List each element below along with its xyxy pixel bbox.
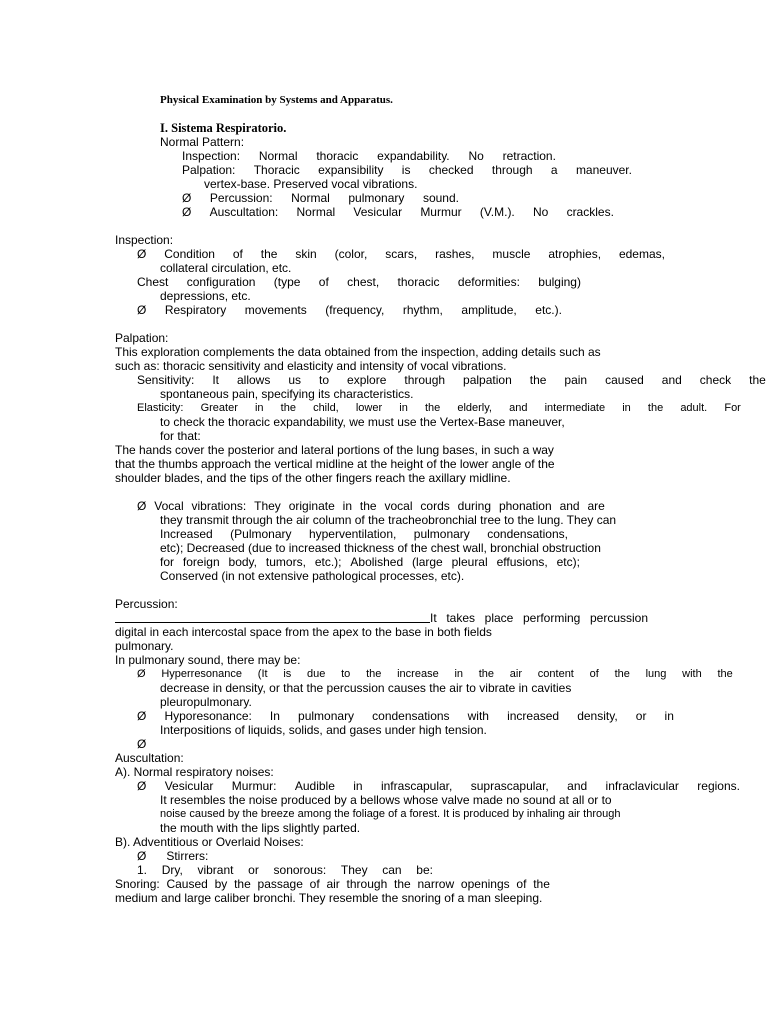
inspection-chest-line: Chest configuration (type of chest, thoracic deformities: bulging) — [137, 275, 581, 289]
stirrers-line: Ø Stirrers: — [137, 849, 209, 863]
dry-noises-line: 1. Dry, vibrant or sonorous: They can be: — [137, 863, 433, 877]
percussion-heading: Percussion: — [115, 597, 178, 611]
palpation-text: such as: thoracic sensitivity and elasticity and intensity of vocal vibrations. — [115, 359, 507, 373]
vocal-vibrations-continuation: etc); Decreased (due to increased thickness of the chest wall, bronchial obstruction — [160, 541, 601, 555]
percussion-text: In pulmonary sound, there may be: — [115, 653, 301, 667]
inspection-movements-line: Ø Respiratory movements (frequency, rhythm, amplitude, etc.). — [137, 303, 562, 317]
normal-noises-heading: A). Normal respiratory noises: — [115, 765, 274, 779]
palpation-sensitivity-continuation: spontaneous pain, specifying its characteristics. — [160, 387, 414, 401]
palpation-maneuver-text: that the thumbs approach the vertical midline at the height of the lower angle of the — [115, 457, 555, 471]
section-heading: I. Sistema Respiratorio. — [160, 121, 287, 135]
vesicular-murmur-continuation: the mouth with the lips slightly parted. — [160, 821, 361, 835]
palpation-maneuver-text: shoulder blades, and the tips of the other fingers reach the axillary midline. — [115, 471, 511, 485]
percussion-text: digital in each intercostal space from the apex to the base in both fields — [115, 625, 492, 639]
normal-palpation-line: Palpation: Thoracic expansibility is checked through a maneuver. — [182, 163, 632, 177]
vocal-vibrations-continuation: Conserved (in not extensive pathological processes, etc). — [160, 569, 465, 583]
snoring-continuation: medium and large caliber bronchi. They resemble the snoring of a man sleeping. — [115, 891, 543, 905]
normal-palpation-continuation: vertex-base. Preserved vocal vibrations. — [204, 177, 418, 191]
vesicular-murmur-continuation: noise caused by the breeze among the foliage of a forest. It is produced by inhaling air through — [160, 808, 621, 820]
hyporesonance-continuation: Interpositions of liquids, solids, and gases under high tension. — [160, 723, 487, 737]
normal-percussion-line: Ø Percussion: Normal pulmonary sound. — [182, 191, 459, 205]
inspection-skin-line: Ø Condition of the skin (color, scars, rashes, muscle atrophies, edemas, — [137, 247, 665, 261]
inspection-chest-continuation: depressions, etc. — [160, 289, 251, 303]
vesicular-murmur-line: Ø Vesicular Murmur: Audible in infrascapular, suprascapular, and infraclavicular regions. — [137, 779, 740, 793]
normal-inspection-line: Inspection: Normal thoracic expandability. No retraction. — [182, 149, 556, 163]
palpation-elasticity-continuation: for that: — [160, 429, 201, 443]
percussion-intro-line: It takes place performing percussion — [430, 611, 648, 625]
blank-underline — [115, 622, 430, 623]
palpation-elasticity-continuation: to check the thoracic expandability, we must use the Vertex-Base maneuver, — [160, 415, 565, 429]
vocal-vibrations-increased-line: Increased (Pulmonary hyperventilation, pulmonary condensations, — [160, 527, 568, 541]
palpation-text: This exploration complements the data obtained from the inspection, adding details such as — [115, 345, 601, 359]
vocal-vibrations-abolished-line: for foreign body, tumors, etc.); Abolished (large pleural effusions, etc); — [160, 555, 580, 569]
hyperresonance-continuation: pleuropulmonary. — [160, 695, 252, 709]
palpation-elasticity-line: Elasticity: Greater in the child, lower in the elderly, and intermediate in the adult. For — [137, 402, 741, 414]
inspection-heading: Inspection: — [115, 233, 174, 247]
palpation-heading: Palpation: — [115, 331, 169, 345]
percussion-text: pulmonary. — [115, 639, 174, 653]
vesicular-murmur-continuation: It resembles the noise produced by a bellows whose valve made no sound at all or to — [160, 793, 612, 807]
hyperresonance-line: Ø Hyperresonance (It is due to the increase in the air content of the lung with the — [137, 668, 733, 680]
vocal-vibrations-line: Ø Vocal vibrations: They originate in the vocal cords during phonation and are — [137, 499, 605, 513]
hyperresonance-continuation: decrease in density, or that the percussion causes the air to vibrate in cavities — [160, 681, 572, 695]
normal-auscultation-line: Ø Auscultation: Normal Vesicular Murmur (V.M.). No crackles. — [182, 205, 614, 219]
inspection-skin-continuation: collateral circulation, etc. — [160, 261, 292, 275]
document-title: Physical Examination by Systems and Apparatus. — [160, 94, 393, 106]
palpation-maneuver-text: The hands cover the posterior and lateral portions of the lung bases, in such a way — [115, 443, 554, 457]
adventitious-noises-heading: B). Adventitious or Overlaid Noises: — [115, 835, 304, 849]
auscultation-heading: Auscultation: — [115, 751, 184, 765]
snoring-line: Snoring: Caused by the passage of air through the narrow openings of the — [115, 877, 550, 891]
normal-pattern-heading: Normal Pattern: — [160, 135, 245, 149]
empty-bullet: Ø — [137, 737, 147, 751]
hyporesonance-line: Ø Hyporesonance: In pulmonary condensations with increased density, or in — [137, 709, 674, 723]
palpation-sensitivity-line: Sensitivity: It allows us to explore through palpation the pain caused and check the — [137, 373, 766, 387]
vocal-vibrations-continuation: they transmit through the air column of the tracheobronchial tree to the lung. They can — [160, 513, 617, 527]
